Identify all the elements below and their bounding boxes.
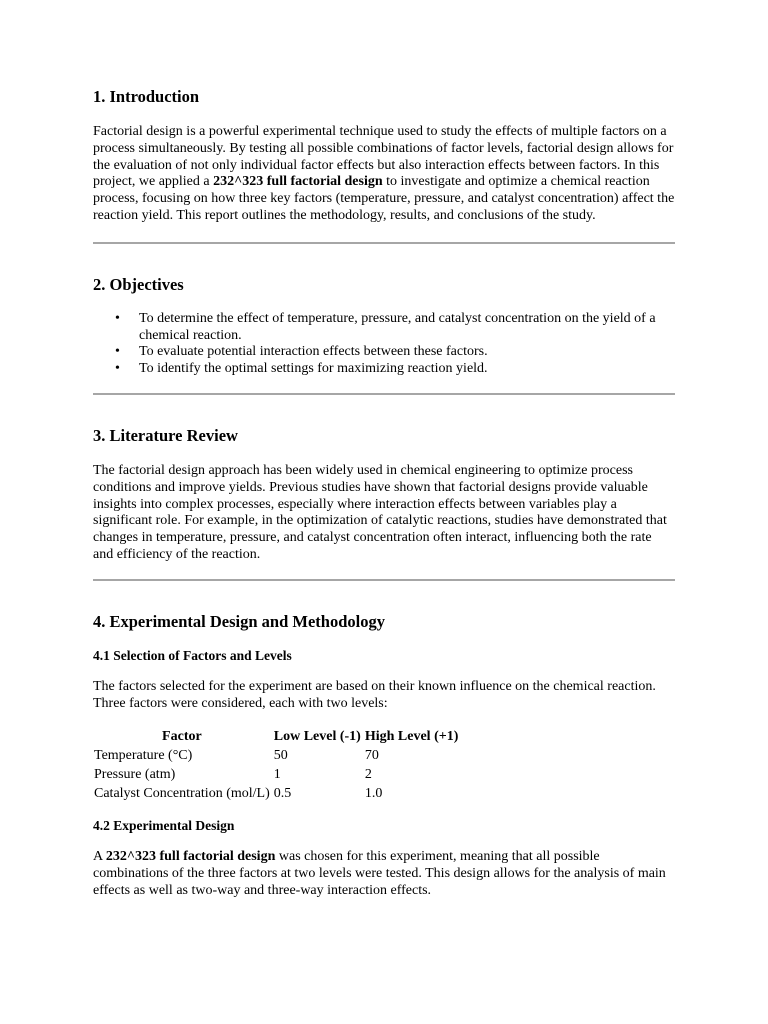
methodology-heading: 4. Experimental Design and Methodology <box>93 611 385 631</box>
introduction-text-end: to investigate and optimize a chemical reaction process, focusing on how three key factors (temperature, pressure, and catalyst concentration) affect the reaction yield. This report outlines the methodology, results, and conclusions of the study. <box>93 174 675 223</box>
design-paragraph <box>93 849 675 899</box>
section-divider <box>93 579 675 581</box>
high-level-cell: 2 <box>364 767 372 783</box>
section-divider <box>93 242 675 244</box>
low-level-cell: 1 <box>273 767 281 783</box>
factors-subheading: 4.1 Selection of Factors and Levels <box>93 647 292 663</box>
high-level-cell: 70 <box>364 748 379 764</box>
table-header-row <box>92 727 460 746</box>
section-divider <box>93 393 675 395</box>
document-page <box>93 86 675 900</box>
objective-item: • To identify the optimal settings for maximizing reaction yield. <box>93 361 675 378</box>
introduction-heading: 1. Introduction <box>93 87 200 106</box>
low-level-cell: 0.5 <box>273 786 292 802</box>
literature-heading: 3. Literature Review <box>93 425 238 445</box>
introduction-paragraph <box>93 124 675 225</box>
literature-paragraph: The factorial design approach has been widely used in chemical engineering to optimize process conditions and improve yields. Previous studies have shown that factorial designs provide valuable insights into complex processes, especially where interaction effects between variables play a significant role. For example, in the optimization of catalytic reactions, studies have demonstrated that changes in temperature, pressure, and catalyst concentration often interact, influencing both the rate and efficiency of the reaction. <box>93 462 667 562</box>
table-row <box>92 746 460 765</box>
factor-name-cell: Temperature (°C) <box>94 748 193 764</box>
factors-paragraph: The factors selected for the experiment are based on their known influence on the chemical reaction. Three factors were considered, each with two levels: <box>93 678 656 711</box>
introduction-text-start: Factorial design is a powerful experimental technique used to study the effects of multiple factors on a process simultaneously. By testing all possible combinations of factor levels, factorial design allows for the evaluation of not only individual factor effects but also interaction effects between factors. In this project, we applied a <box>93 124 674 190</box>
design-subheading: 4.2 Experimental Design <box>93 818 235 834</box>
introduction-design-name: 232^323 full factorial design <box>213 174 383 190</box>
factors-table <box>92 727 460 803</box>
high-level-cell: 1.0 <box>364 786 383 802</box>
low-level-cell: 50 <box>273 748 288 764</box>
objective-item: • To evaluate potential interaction effects between these factors. <box>93 344 675 361</box>
objectives-heading: 2. Objectives <box>93 274 184 294</box>
column-header-low-level: Low Level (-1) <box>273 729 361 745</box>
design-name: 232^323 full factorial design <box>105 849 276 865</box>
design-text-start: A <box>93 849 106 865</box>
column-header-factor: Factor <box>162 729 202 745</box>
factor-name-cell: Catalyst Concentration (mol/L) <box>94 786 270 802</box>
design-text-end: was chosen for this experiment, meaning that all possible combinations of the three factors at two levels were tested. This design allows for the analysis of main effects as well as two-way and three-way interaction effects. <box>93 849 666 898</box>
objective-item: • To determine the effect of temperature, pressure, and catalyst concentration on the yield of a chemical reaction. <box>93 311 675 345</box>
table-row <box>92 765 460 784</box>
column-header-high-level: High Level (+1) <box>364 729 459 745</box>
table-row <box>92 784 460 803</box>
objectives-list <box>93 311 675 378</box>
factor-name-cell: Pressure (atm) <box>94 767 176 783</box>
